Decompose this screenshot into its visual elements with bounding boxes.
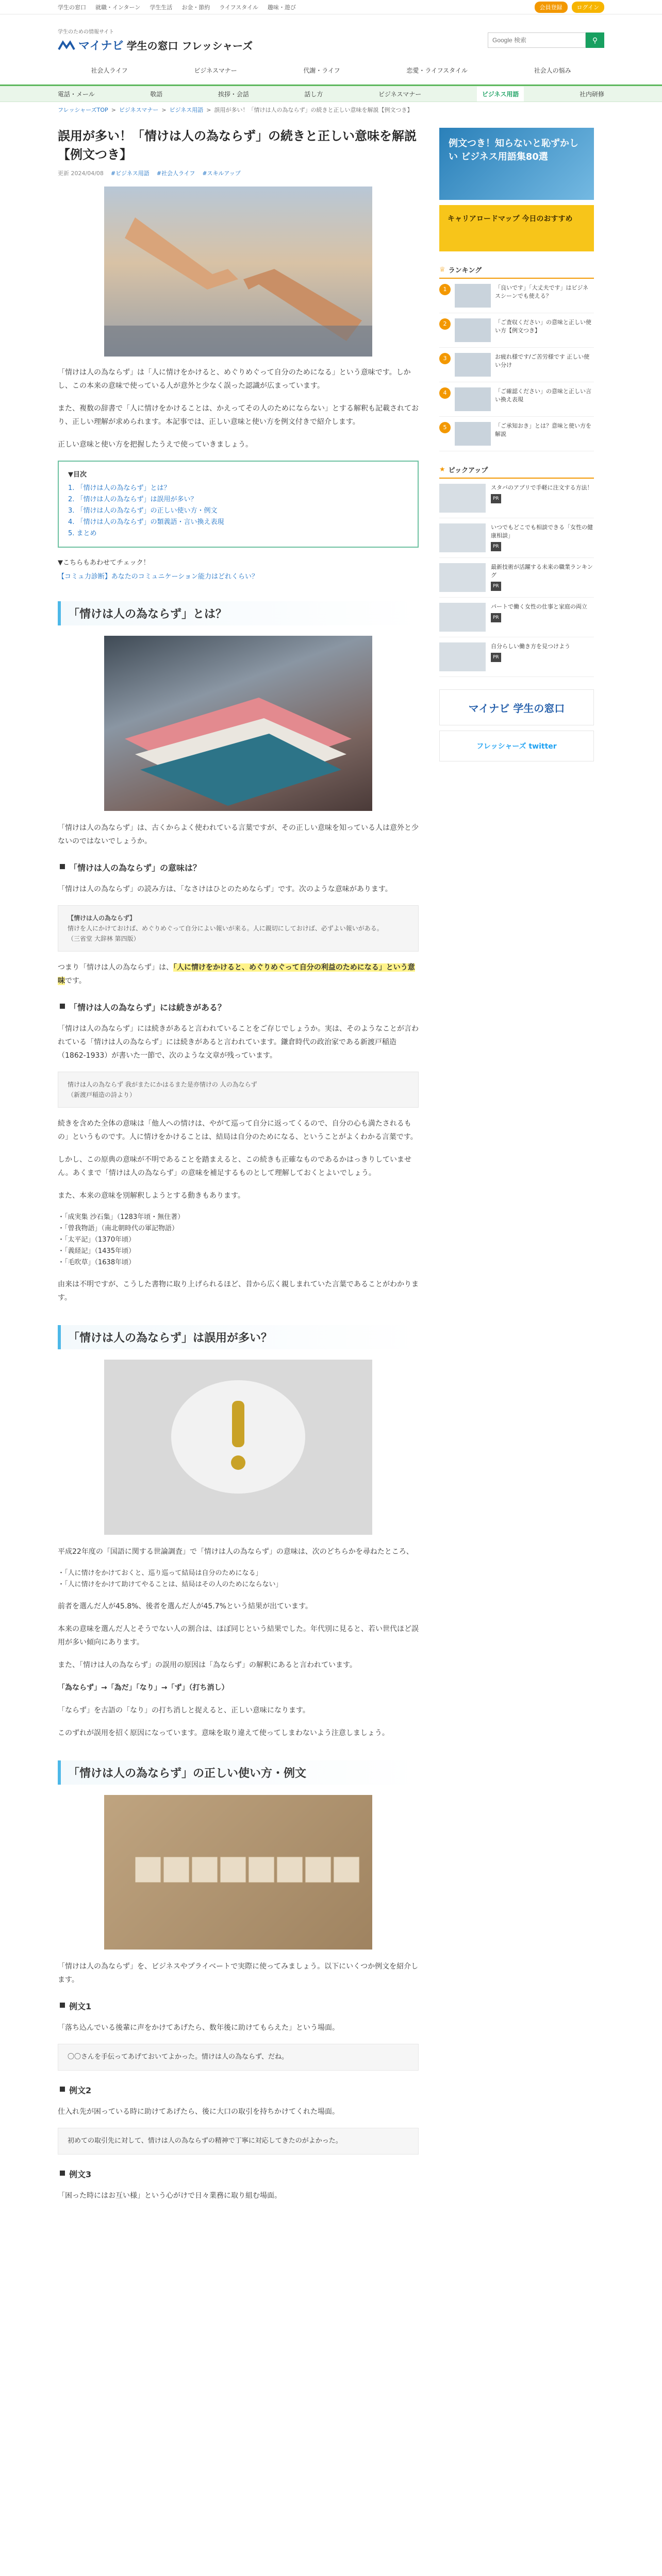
search-input[interactable]	[488, 32, 586, 48]
breadcrumb-item[interactable]: ビジネス用語	[169, 107, 204, 113]
pickup-item[interactable]	[439, 598, 594, 637]
pickup-item[interactable]	[439, 479, 594, 518]
brand-name: マイナビ	[78, 40, 124, 53]
example-sentence: 初めての取引先に対して、情けは人の為ならずの精神で丁寧に対応してきたのがよかった。	[58, 2128, 419, 2155]
body-paragraph: 「ならず」を古語の「なり」の打ち消しと捉えると、正しい意味になります。	[58, 1706, 310, 1715]
toc-link[interactable]: 1. 「情けは人の為ならず」とは？	[68, 484, 171, 492]
text-run: です。	[65, 977, 86, 985]
list-item: ・「毛吹草」（1638年頃）	[58, 1259, 136, 1266]
section-heading: 「情けは人の為ならず」は誤用が多い？	[58, 1325, 419, 1349]
search-icon: ⚲	[592, 36, 598, 44]
body-paragraph: 「情けは人の為ならず」には続きがあると言われていることをご存じでしょうか。実は、そのようなことが言われている「情けは人の為ならず」には続きがあると言われています。鎌倉時代の政治家である新渡戸稲造（1862-1933）が書いた一節で、次のような文章が残っています。	[58, 1025, 419, 1060]
body-paragraph: 本来の意味を選んだ人とそうでない人の割合は、ほぼ同じという結果でした。年代別に見ると、若い世代ほど誤用が多い傾向にあります。	[58, 1625, 419, 1647]
pickup-text: パートで働く女性の仕事と家庭の両立	[491, 603, 587, 610]
site-logo-banner[interactable]: マイナビ 学生の窓口	[439, 689, 594, 725]
logo-tagline: 学生のための情報サイト	[58, 29, 114, 35]
ranking-item[interactable]	[439, 348, 594, 382]
ranking-item[interactable]	[439, 417, 594, 451]
quote-source: （三省堂 大辞林 第四版）	[68, 935, 140, 942]
pickup-thumbnail	[439, 563, 486, 592]
category-item[interactable]: 社内研修	[579, 91, 604, 98]
pickup-item[interactable]	[439, 558, 594, 598]
rank-number: 5	[439, 422, 451, 433]
example-lead: 「落ち込んでいる後輩に声をかけてあげたら、数年後に助けてもらえた」という場面。	[58, 2024, 339, 2032]
pr-badge: PR	[491, 582, 501, 591]
updated-date: 更新 2024/04/08	[58, 170, 104, 177]
intro-paragraph: また、複数の辞書で「人に情けをかけることは、かえってその人のためにならない」とする解釈も記載されており、正しい理解が求められます。本記事では、正しい意味と使い方を例文付きで紹介します。	[58, 404, 419, 426]
toc-link[interactable]: 4. 「情けは人の為ならず」の類義語・言い換え表現	[68, 518, 224, 526]
category-item[interactable]: 敬語	[150, 91, 163, 98]
crown-icon: ♕	[439, 266, 445, 274]
section-heading: 「情けは人の為ならず」とは？	[58, 601, 419, 625]
toc-link[interactable]: 3. 「情けは人の為ならず」の正しい使い方・例文	[68, 507, 218, 515]
body-paragraph: 平成22年度の「国語に関する世論調査」で「情けは人の為ならず」の意味は、次のどちらかを尋ねたところ、	[58, 1548, 413, 1556]
brand-sub: 学生の窓口 フレッシャーズ	[126, 40, 253, 52]
career-banner[interactable]: キャリアロードマップ 今日のおすすめ	[439, 205, 594, 251]
example-sentence: 〇〇さんを手伝ってあげておいてよかった。情けは人の為ならず、だね。	[58, 2044, 419, 2071]
ranking-item[interactable]	[439, 279, 594, 313]
rank-number: 2	[439, 318, 451, 330]
rank-title: 「ご承知おき」とは？意味と使い方を解説	[495, 422, 591, 437]
rank-thumbnail	[455, 353, 491, 377]
sub-heading: 例文1	[58, 2000, 419, 2012]
rank-thumbnail	[455, 387, 491, 411]
article-tag[interactable]: #ビジネス用語	[110, 170, 150, 177]
list-item: ・「成実集 沙石集」（1283年頃・無住著）	[58, 1213, 185, 1221]
body-paragraph: しかし、この原典の意味が不明であることを踏まえると、この続きも正確なものであるかはっきりしていません。あくまで「情けは人の為ならず」の意味を補足するものとして理解しておくとよいでしょう。	[58, 1156, 411, 1177]
rank-thumbnail	[455, 318, 491, 342]
top-link[interactable]: 就職・インターン	[95, 4, 141, 11]
toc-link[interactable]: 5. まとめ	[68, 530, 97, 537]
login-button[interactable]: ログイン	[572, 2, 604, 13]
pickup-thumbnail	[439, 523, 486, 552]
category-item[interactable]: 話し方	[304, 91, 323, 98]
sidebar	[439, 117, 594, 2212]
pickup-text: 自分らしい働き方を見つけよう	[491, 643, 570, 650]
pr-badge: PR	[491, 494, 501, 503]
pr-badge: PR	[491, 542, 501, 551]
pickup-text: いつでもどこでも相談できる「女性の健康相談」	[491, 524, 593, 539]
exclamation-image	[104, 1360, 372, 1535]
body-paragraph: また、「情けは人の為ならず」の誤用の原因は「為ならず」の解釈にあると言われています。	[58, 1661, 357, 1669]
related-link[interactable]: 【コミュ力診断】あなたのコミュニケーション能力はどれくらい？	[58, 573, 258, 581]
body-paragraph: 「情けは人の為ならず」は、古くからよく使われている言葉ですが、その正しい意味を知っている人は意外と少ないのではないでしょうか。	[58, 824, 419, 845]
ranking-heading	[439, 262, 594, 279]
rank-number: 1	[439, 284, 451, 295]
nav-item[interactable]: 代謝・ライフ	[303, 67, 340, 74]
body-paragraph: 由来は不明ですが、こうした書物に取り上げられるほど、昔から広く親しまれていた言葉であることがわかります。	[58, 1280, 419, 1302]
category-item[interactable]: 挨拶・会話	[218, 91, 249, 98]
sub-heading: 例文3	[58, 2168, 419, 2180]
list-item: ・「人に情けをかけて助けてやることは、結局はその人のためにならない」	[58, 1581, 283, 1588]
category-item[interactable]: 電話・メール	[58, 91, 95, 98]
rank-number: 4	[439, 387, 451, 399]
nav-item[interactable]: 社会人ライフ	[91, 67, 128, 74]
quote-source: （新渡戸稲造の詩より）	[68, 1091, 136, 1098]
section-heading: 「情けは人の為ならず」の正しい使い方・例文	[58, 1760, 419, 1785]
glossary-banner[interactable]: 例文つき！知らないと恥ずかしい ビジネス用語集80選	[439, 128, 594, 200]
rank-title: お疲れ様です/ご苦労様です 正しい使い分け	[495, 353, 590, 368]
top-bar	[0, 0, 662, 14]
pickup-heading	[439, 462, 594, 479]
header	[0, 14, 662, 66]
pr-badge: PR	[491, 613, 501, 622]
search-button[interactable]	[586, 32, 604, 48]
hero-image	[104, 187, 372, 357]
body-paragraph: 「為ならず」→「為だ」「なり」→「ず」（打ち消し）	[58, 1684, 229, 1692]
brand-mark-icon	[58, 40, 75, 50]
star-icon: ★	[439, 466, 445, 473]
exclamation-icon	[104, 1360, 372, 1535]
list-item: ・「曾我物語」（南北朝時代の軍記物語）	[58, 1225, 179, 1232]
examples-blocks-illustration	[104, 1795, 372, 1950]
ranking-title: ランキング	[448, 267, 482, 275]
list-item: ・「義経記」（1435年頃）	[58, 1247, 136, 1255]
books-image	[104, 636, 372, 811]
body-paragraph: また、本来の意味を別解釈しようとする動きもあります。	[58, 1192, 245, 1200]
rank-title: 「ご査収ください」の意味と正しい使い方【例文つき】	[495, 319, 591, 334]
body-paragraph: 前者を選んだ人が45.8%、後者を選んだ人が45.7%という結果が出ています。	[58, 1602, 312, 1611]
breadcrumb: フレッシャーズTOP > ビジネスマナー > ビジネス用語 > 誤用が多い！「情けは人の為ならず」の続きと正しい意味を解説【例文つき】	[58, 106, 413, 113]
sub-heading: 「情けは人の為ならず」には続きがある？	[58, 1001, 419, 1013]
top-link[interactable]: ライフスタイル	[219, 4, 259, 11]
top-links	[58, 3, 296, 11]
search-box	[488, 32, 604, 48]
sub-heading: 例文2	[58, 2084, 419, 2096]
examples-image	[104, 1795, 372, 1950]
pickup-item[interactable]	[439, 637, 594, 677]
toc-link[interactable]: 2. 「情けは人の為ならず」は誤用が多い？	[68, 496, 197, 503]
list-item: ・「太平記」（1370年頃）	[58, 1236, 136, 1244]
body-paragraph: 続きを含めた全体の意味は「他人への情けは、やがて巡って自分に返ってくるので、自分の心も満たされるもの」というものです。人に情けをかけることは、結局は自分のためになる、ということがよくわかる言葉です。	[58, 1120, 418, 1141]
text-run: つまり「情けは人の為ならず」は、	[58, 963, 173, 972]
article-tag[interactable]: #社会人ライフ	[156, 170, 195, 177]
breadcrumb-item[interactable]: ビジネスマナー	[119, 107, 159, 113]
primary-nav	[0, 66, 662, 84]
intro-paragraph: 正しい意味と使い方を把握したうえで使っていきましょう。	[58, 440, 253, 449]
nav-item[interactable]: 恋愛・ライフスタイル	[406, 67, 468, 74]
article	[58, 117, 419, 2212]
quote-heading: 【情けは人の為ならず】	[68, 914, 136, 922]
article-tag[interactable]: #スキルアップ	[202, 170, 241, 177]
pickup-thumbnail	[439, 484, 486, 513]
body-paragraph: このずれが誤用を招く原因になっています。意味を取り違えて使ってしまわないよう注意しましょう。	[58, 1729, 389, 1737]
category-item[interactable]: ビジネスマナー	[378, 91, 422, 98]
category-nav	[0, 84, 662, 102]
highlight-text: 「人に情けをかけると、めぐりめぐって自分の利益のためになる」という意味	[58, 963, 415, 985]
page-title: 誤用が多い！「情けは人の為ならず」の続きと正しい意味を解説【例文つき】	[58, 129, 417, 162]
poem-quote	[58, 1072, 419, 1108]
pickup-thumbnail	[439, 642, 486, 671]
pickup-text: 最新技術が活躍する未来の職業ランキング	[491, 564, 593, 579]
rank-title: 「ご確認ください」の意味と正しい言い換え表現	[495, 388, 591, 403]
pickup-title: ピックアップ	[448, 467, 488, 474]
rank-thumbnail	[455, 422, 491, 446]
body-paragraph	[58, 961, 419, 988]
pickup-item[interactable]	[439, 518, 594, 558]
pr-badge: PR	[491, 653, 501, 662]
ranking-item[interactable]	[439, 382, 594, 417]
top-link[interactable]: 趣味・遊び	[268, 4, 296, 11]
dictionary-quote	[58, 905, 419, 952]
list-item: ・「人に情けをかけておくと、巡り巡って結局は自分のためになる」	[58, 1569, 262, 1577]
example-lead: 仕入れ先が困っている時に助けてあげたら、後に大口の取引を持ちかけてくれた場面。	[58, 2108, 339, 2116]
breadcrumb-item[interactable]: フレッシャーズTOP	[58, 107, 108, 113]
related-lead: ▼こちらもあわせてチェック！	[58, 559, 150, 567]
twitter-banner[interactable]: フレッシャーズ twitter	[439, 731, 594, 761]
category-item-active[interactable]: ビジネス用語	[477, 87, 524, 101]
toc-heading: ▼目次	[68, 471, 87, 479]
table-of-contents	[58, 461, 419, 548]
sub-heading: 「情けは人の為ならず」の意味は？	[58, 861, 419, 873]
top-link[interactable]: お金・節約	[181, 4, 210, 11]
article-meta	[58, 169, 419, 177]
book-list	[58, 1212, 419, 1268]
top-link[interactable]: 学生の窓口	[58, 4, 86, 11]
hands-illustration	[104, 187, 372, 357]
rank-number: 3	[439, 353, 451, 364]
rank-title: 「良いです」「大丈夫です」はビジネスシーンでも使える？	[495, 284, 589, 299]
ranking-item[interactable]	[439, 313, 594, 348]
body-paragraph: 「情けは人の為ならず」の読み方は、「なさけはひとのためならず」です。次のような意味があります。	[58, 885, 392, 893]
quote-text: 情けを人にかけておけば、めぐりめぐって自分によい報いが来る。人に親切にしておけば、必ずよい報いがある。	[68, 925, 383, 932]
nav-item[interactable]: ビジネスマナー	[194, 67, 237, 74]
logo[interactable]	[58, 27, 253, 53]
example-lead: 「困った時にはお互い様」という心がけで日々業務に取り組む場面。	[58, 2192, 282, 2200]
intro-paragraph: 「情けは人の為ならず」は「人に情けをかけると、めぐりめぐって自分のためになる」という意味です。しかし、この本来の意味で使っている人が意外と少なく誤った認識が広まっています。	[58, 368, 411, 390]
breadcrumb-current: 誤用が多い！「情けは人の為ならず」の続きと正しい意味を解説【例文つき】	[214, 107, 413, 113]
survey-options	[58, 1568, 419, 1590]
top-link[interactable]: 学生生活	[150, 4, 173, 11]
rank-thumbnail	[455, 284, 491, 308]
pickup-text: スタバのアプリで手軽に注文する方法！	[491, 484, 593, 491]
body-paragraph: 「情けは人の為ならず」を、ビジネスやプライベートで実際に使ってみましょう。以下にいくつか例文を紹介します。	[58, 1962, 419, 1984]
quote-text: 情けは人の為ならず 我がまたにかはるまた是亦情けの 人の為ならず	[68, 1081, 257, 1088]
pickup-thumbnail	[439, 603, 486, 632]
register-button[interactable]: 会員登録	[535, 2, 568, 13]
books-illustration	[104, 636, 372, 811]
nav-item[interactable]: 社会人の悩み	[534, 67, 571, 74]
